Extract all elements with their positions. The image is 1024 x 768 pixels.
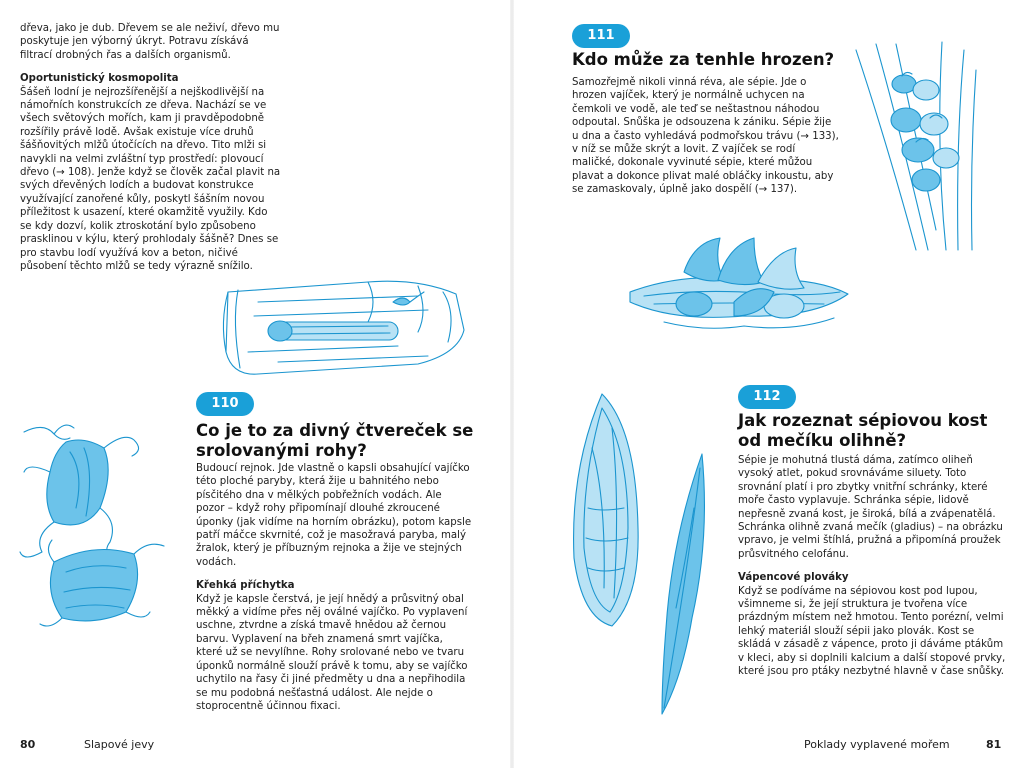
limestone-floats-paragraph: Když se podíváme na sépiovou kost pod lupou, všimneme si, že její struktura je tvořena více prázdným místem než hmotou. Tento porézní, velmi lehký materiál slouží sépii jako plovák. Kost se skládá v zásadě z vápence, proto ji dáváme ptákům v kleci, aby si doplnili kalcium a další stopové prvky, které jsou pro ptáky nezbytné hlavně v čase snůšky. <box>738 585 1006 678</box>
ray-egg-cases-illustration <box>14 412 184 634</box>
running-head-right: Poklady vyplavené mořem <box>804 738 950 751</box>
question-110-paragraph: Budoucí rejnok. Jde vlastně o kapsli obsahující vajíčko této ploché paryby, která žije u bahnitého nebo písčitého dna v mělkých pobřežních vodách. Ale pozor – když rohy připomínají dlouhé zkroucené úponky (jak vidíme na horním obrázku), potom kapsle patří máčce skvrnité, což je masožravá paryba, malý žralok, který je příbuzným rejnoka a žije ve stejných vodách. <box>196 463 472 568</box>
question-111-badge: 111 <box>572 24 630 48</box>
fragile-anchor-paragraph: Když je kapsle čerstvá, je její hnědý a průsvitný obal měkký a vidíme přes něj oválné vajíčko. Po vyplavení uschne, ztvrdne a získá tmavě hnědou až černou barvu. Vyplavení na břeh znamená smrt vajíčka, které už se nevylíhne. Rohy srolované nebo ve tvaru úponků normálně slouží právě k tomu, aby se vajíčko uchytilo na řasy či jiné předměty u dna a nepřihodila se mu podobná nešťastná událost. Ale nejde o stoprocentně účinnou fixaci. <box>196 593 468 712</box>
question-111-paragraph: Samozřejmě nikoli vinná réva, ale sépie. Jde o hrozen vajíček, který je normálně uchycen na čemkoli ve vodě, ale teď se neštastnou náhodou odpoutal. Snůška je odsouzena k zániku. Sépie žije u dna a často vyhledává podmořskou trávu (→ 133), v níž se může skrýt a lovit. Z vajíček se rodí maličké, dokonale vyvinuté sépie, které můžou plavat a dokonce plivat malé obláčky inkoustu, aby se zamaskovaly, úplně jako dospělí (→ 137). <box>572 77 839 196</box>
page-number-left: 80 <box>20 738 36 751</box>
question-111-text-block <box>572 76 840 197</box>
question-112-paragraph: Sépie je mohutná tlustá dáma, zatímco oliheň vysoký atlet, pokud srovnáváme siluety. Toto srovnání platí i pro zbytky vnitřní schránky, které moře často vyplavuje. Schránka sépie, lidově nepřesně zvaná kost, je široká, bílá a zvápenatělá. Schránka olihně zvaná mečík (gladius) – na obrázku vpravo, je velmi štíhlá, pružná a připomíná proužek průsvitného celofánu. <box>738 455 1003 560</box>
question-110-title: Co je to za divný čtvereček se srolovanými rohy? <box>196 421 474 460</box>
cuttlefish-eggs-on-grass-illustration <box>846 40 986 254</box>
question-110-badge: 110 <box>196 392 254 416</box>
cuttlefish-eggs-cluster-illustration <box>624 232 854 342</box>
intro-paragraph: dřeva, jako je dub. Dřevem se ale neživí, dřevo mu poskytuje jen výborný úkryt. Potravu získává filtrací drobných řas a dalších organismů. <box>20 23 280 61</box>
question-112-text-block <box>738 454 1006 679</box>
right-page <box>512 0 1024 768</box>
running-head-left: Slapové jevy <box>84 738 155 751</box>
subheading-limestone-floats: Vápencové plováky <box>738 572 849 584</box>
opportunist-paragraph: Šášeň lodní je nejrozšířenější a nejškodlivější na námořních konstrukcích ze dřeva. Nachází se ve všech světových mořích, kam ji pravděpodobně rozšířily právě lodě. Avšak existuje více druhů šášňovitých mlžů útočících na dřevo. Tito mlži si navykli na velmi zvláštní typ prostředí: plovoucí dřevo (→ 108). Jenže když se člověk začal plavit na svých dřevěných lodích a budovat konstrukce využívající zanořené kůly, poskytl šášním novou příležitost k usazení, které okamžitě využily. Kdo se kdy dozví, kolik ztroskotání bylo způsobeno prasklinou v kýlu, který prohlodaly šášně? Dnes se pro stavbu lodí využívá kov a beton, ničivé působení těchto mlžů se tedy výrazně snížilo. <box>20 86 281 272</box>
question-112-badge: 112 <box>738 385 796 409</box>
cuttlebone-and-squid-pen-illustration <box>562 388 722 720</box>
shipworm-wood-illustration <box>218 272 468 384</box>
subheading-fragile-anchor: Křehká příchytka <box>196 580 295 592</box>
question-110-text-block <box>196 462 472 713</box>
question-112-title: Jak rozeznat sépiovou kost od mečíku olihně? <box>738 411 988 450</box>
page-number-right: 81 <box>986 738 1002 751</box>
subheading-opportunist: Oportunistický kosmopolita <box>20 73 179 85</box>
question-111-title: Kdo může za tenhle hrozen? <box>572 50 835 69</box>
intro-text-block <box>20 22 282 273</box>
